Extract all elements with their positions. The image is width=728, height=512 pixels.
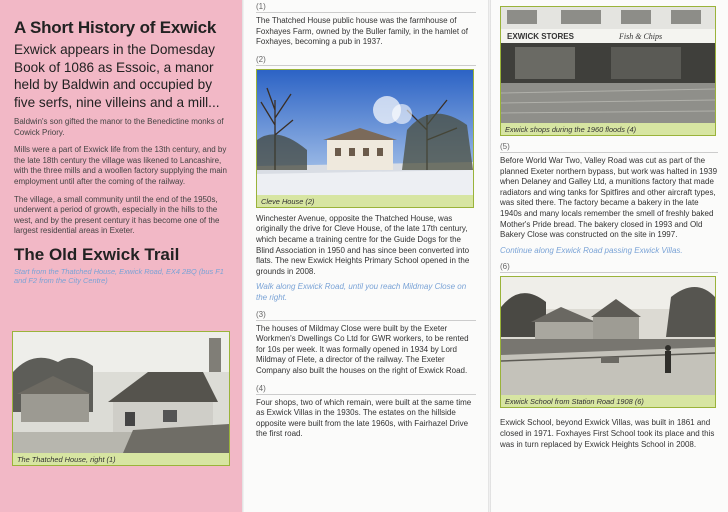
stop-6-text: Exwick School, beyond Exwick Villas, was built in 1861 and closed in 1971. Foxhayes First School took its place and this was in turn replaced by Exwick Heights School in 2008. xyxy=(500,418,715,449)
exwick-shops-caption: Exwick shops during the 1960 floods (4) xyxy=(501,123,715,135)
stop-number-2: (2) xyxy=(256,53,476,66)
cleve-house-caption: Cleve House (2) xyxy=(257,195,473,207)
cleve-house-image xyxy=(257,70,473,195)
stop-number-5: (5) xyxy=(500,140,718,153)
stop-number-4: (4) xyxy=(256,382,476,395)
trail-stops-panel-1 xyxy=(244,0,488,512)
stop-1-text: The Thatched House public house was the farmhouse of Foxhayes Farm, owned by the Buller family, in the hamlet of Foxhayes, becoming a pub in 1937. xyxy=(256,16,468,47)
exwick-shops-photo xyxy=(500,6,716,136)
shop-sign-text-2: Fish & Chips xyxy=(619,32,663,41)
exwick-school-caption: Exwick School from Station Road 1908 (6) xyxy=(501,395,715,407)
exwick-school-image xyxy=(501,277,715,395)
stop-number-3: (3) xyxy=(256,308,476,321)
history-para-2: Mills were a part of Exwick life from the 13th century, and by the late 18th century the village was likened to Lancashire, with the three mills and a woollen factory supplying the main employment until after the coming of the railway. xyxy=(14,145,227,186)
direction-2: Continue along Exwick Road passing Exwick Villas. xyxy=(500,245,683,255)
history-panel xyxy=(0,0,242,512)
history-para-3: The village, a small community until the end of the 1950s, underwent a period of growth, especially in the hills to the west, and by the present century it has become one of the largest residential areas in Exeter. xyxy=(14,194,220,236)
stop-number-1: (1) xyxy=(256,0,476,13)
shop-sign-text: EXWICK STORES xyxy=(507,32,574,41)
stop-3-text: The houses of Mildmay Close were built by the Exeter Workmen's Dwellings Co Ltd for GWR workers, to be rented for 10s per week. It was formally opened in 1934 by Lord Mildmay of Flete, a director of the railway. The Exeter Company also built the houses on the right of Exwick Road. xyxy=(256,323,469,375)
thatched-house-image xyxy=(13,332,229,453)
trail-stops-panel-2 xyxy=(491,0,728,512)
history-intro: Exwick appears in the Domesday Book of 1086 as Essoic, a manor held by Baldwin and occupied by five serfs, nine villeins and a mill... xyxy=(14,42,220,110)
exwick-shops-image xyxy=(501,7,715,123)
trail-start-note: Start from the Thatched House, Exwick Road, EX4 2BQ (bus F1 and F2 from the City Centre) xyxy=(14,266,224,286)
cleve-house-photo xyxy=(256,69,474,208)
stop-number-6: (6) xyxy=(500,260,718,273)
thatched-house-caption: The Thatched House, right (1) xyxy=(13,453,229,465)
direction-1: Walk along Exwick Road, until you reach Mildmay Close on the right. xyxy=(256,282,467,302)
stop-4-text: Four shops, two of which remain, were built at the same time as Exwick Villas in the 1930s. The estates on the hillside opposite were built from the late 1960s, with Fairhazel Drive the first road. xyxy=(256,397,472,439)
history-title: A Short History of Exwick xyxy=(14,18,217,37)
thatched-house-photo xyxy=(12,331,230,466)
stop-5-text: Before World War Two, Valley Road was cut as part of the planned Exeter northern bypass, but work was halted in 1939 when Delaney and Galley Ltd, a munitions factory that made radiators and wing tanks for Spitfires and other aircraft types, was sited there. The factory became a bakery in the late 1940s and many locals remember the smell of freshly baked Mother's Pride bread. The bakery closed in 1993 and Old Bakery Close was constructed on the site in 1997. xyxy=(500,156,718,240)
trail-title: The Old Exwick Trail xyxy=(14,244,180,264)
stop-2-text: Winchester Avenue, opposite the Thatched House, was originally the drive for Cleve House, of the late 17th century, which became a training centre for the Guide Dogs for the Blind Association in 1950 and has since been converted into flats. The new Exwick Heights Primary School opened in the grounds in 2008. xyxy=(256,213,470,276)
exwick-school-photo xyxy=(500,276,716,408)
history-para-1: Baldwin's son gifted the manor to the Benedictine monks of Cowick Priory. xyxy=(14,117,224,137)
